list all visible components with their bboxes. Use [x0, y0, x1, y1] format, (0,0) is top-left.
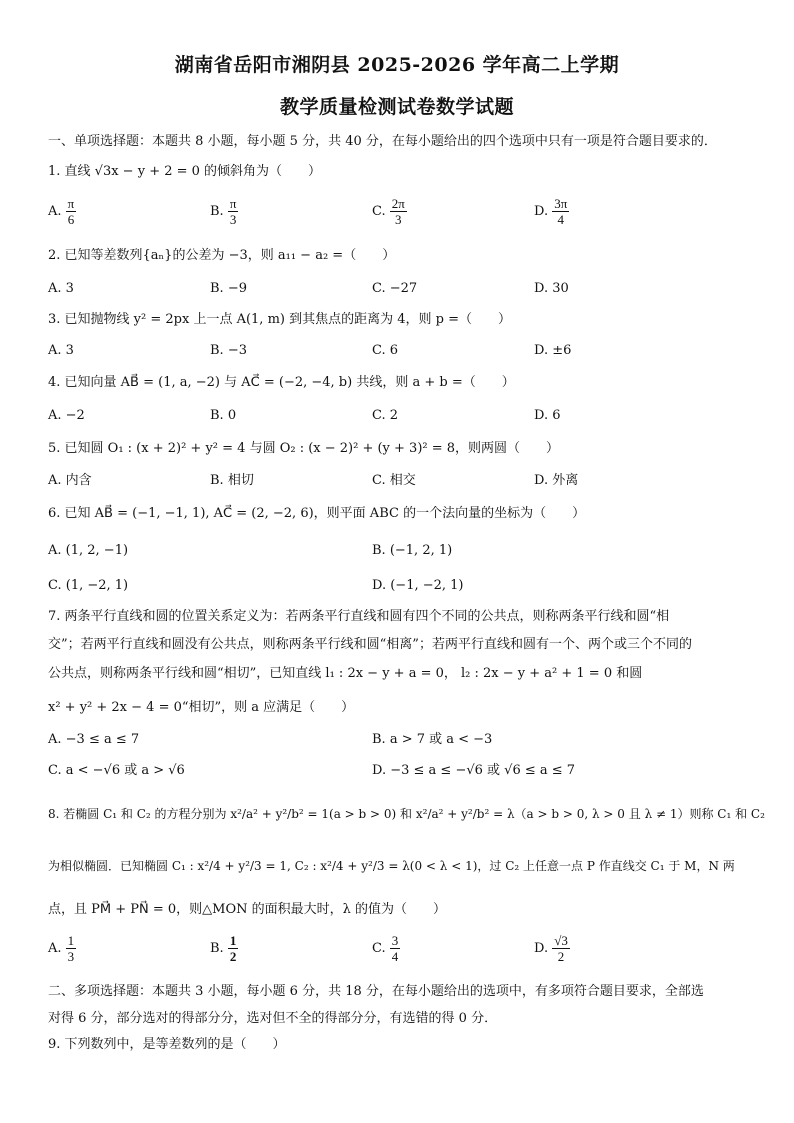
exam-title-line-1: 湖南省岳阳市湘阴县 2025-2026 学年高二上学期: [174, 54, 620, 76]
q8-stem-line-2: 为相似椭圆．已知椭圆 C₁ : x²/4 + y²/3 = 1, C₂ : x²/4 + y²/3 = λ(0 < λ < 1)，过 C₂ 上任意一点 P 作直线交 C₁ 于 M，N 两: [48, 859, 735, 873]
q6-option-d: D. (−1, −2, 1): [372, 578, 464, 593]
q8-option-d: D. $\frac{√3}{2}$: [534, 933, 568, 964]
q1-stem: 1. 直线 √3x − y + 2 = 0 的倾斜角为（ ）: [48, 164, 322, 179]
q7-option-d: D. −3 ≤ a ≤ −√6 或 √6 ≤ a ≤ 7: [372, 763, 576, 778]
section-2-heading-line-1: 二、多项选择题：本题共 3 小题，每小题 6 分，共 18 分，在每小题给出的选项中，有多项符合题目要求，全部选: [48, 984, 704, 999]
q8-stem-line-1: 8. 若椭圆 C₁ 和 C₂ 的方程分别为 x²/a² + y²/b² = 1(a > b > 0) 和 x²/a² + y²/b² = λ（a > b > 0, λ > 0 且 λ ≠ 1）则称 C₁ 和 C₂: [48, 807, 765, 821]
q1-option-b: B. $\frac{\pi}{3}$: [210, 196, 237, 227]
q2-option-d: D. 30: [534, 281, 569, 296]
q9-stem: 9. 下列数列中，是等差数列的是（ ）: [48, 1037, 286, 1052]
q2-option-b: B. −9: [210, 281, 247, 296]
q7-option-c: C. a < −√6 或 a > √6: [48, 763, 185, 778]
q8-option-b: B. $\frac{1}{2}$: [210, 933, 237, 964]
q1-option-d: D. $\frac{3\pi}{4}$: [534, 196, 568, 227]
q7-stem-line-4: x² + y² + 2x − 4 = 0“相切”，则 a 应满足（ ）: [48, 700, 355, 715]
q3-option-b: B. −3: [210, 343, 247, 358]
q7-stem-line-3: 公共点，则称两条平行线和圆“相切”，已知直线 l₁ : 2x − y + a = 0， l₂ : 2x − y + a² + 1 = 0 和圆: [48, 666, 643, 681]
q5-option-b: B. 相切: [210, 473, 254, 488]
q3-option-a: A. 3: [48, 343, 74, 358]
q4-option-d: D. 6: [534, 408, 561, 423]
q6-stem: 6. 已知 AB⃗ = (−1, −1, 1), AC⃗ = (2, −2, 6)，则平面 ABC 的一个法向量的坐标为（ ）: [48, 506, 586, 521]
q6-option-c: C. (1, −2, 1): [48, 578, 129, 593]
q8-option-a: A. $\frac{1}{3}$: [48, 933, 75, 964]
q4-option-a: A. −2: [48, 408, 85, 423]
q3-option-d: D. ±6: [534, 343, 572, 358]
q2-option-c: C. −27: [372, 281, 418, 296]
q5-option-a: A. 内含: [48, 473, 92, 488]
q1-option-a: A. $\frac{\pi}{6}$: [48, 196, 75, 227]
q5-option-c: C. 相交: [372, 473, 416, 488]
q3-stem: 3. 已知抛物线 y² = 2px 上一点 A(1, m) 到其焦点的距离为 4，则 p =（ ）: [48, 312, 511, 327]
q2-option-a: A. 3: [48, 281, 74, 296]
q6-option-b: B. (−1, 2, 1): [372, 543, 453, 558]
q7-option-a: A. −3 ≤ a ≤ 7: [48, 732, 140, 747]
q4-stem: 4. 已知向量 AB⃗ = (1, a, −2) 与 AC⃗ = (−2, −4, b) 共线，则 a + b =（ ）: [48, 375, 515, 390]
q1-option-c: C. $\frac{2\pi}{3}$: [372, 196, 405, 227]
q7-stem-line-2: 交”；若两平行直线和圆没有公共点，则称两条平行线和圆“相离”；若两平行直线和圆有一个、两个或三个不同的: [48, 637, 692, 652]
q3-option-c: C. 6: [372, 343, 399, 358]
q8-stem-line-3: 点，且 PM⃗ + PN⃗ = 0，则△MON 的面积最大时，λ 的值为（ ）: [48, 902, 446, 917]
exam-title-line-2: 教学质量检测试卷数学试题: [279, 96, 514, 118]
q8-option-c: C. $\frac{3}{4}$: [372, 933, 399, 964]
q2-stem: 2. 已知等差数列{aₙ}的公差为 −3，则 a₁₁ − a₂ =（ ）: [48, 248, 396, 263]
q6-option-a: A. (1, 2, −1): [48, 543, 129, 558]
q4-option-c: C. 2: [372, 408, 399, 423]
q7-option-b: B. a > 7 或 a < −3: [372, 732, 493, 747]
q5-stem: 5. 已知圆 O₁ : (x + 2)² + y² = 4 与圆 O₂ : (x − 2)² + (y + 3)² = 8，则两圆（ ）: [48, 441, 560, 456]
section-1-heading: 一、单项选择题：本题共 8 小题，每小题 5 分，共 40 分，在每小题给出的四个选项中只有一项是符合题目要求的．: [48, 134, 717, 149]
q5-option-d: D. 外离: [534, 473, 579, 488]
section-2-heading-line-2: 对得 6 分，部分选对的得部分分，选对但不全的得部分分，有选错的得 0 分．: [48, 1011, 498, 1026]
q7-stem-line-1: 7. 两条平行直线和圆的位置关系定义为：若两条平行直线和圆有四个不同的公共点，则称两条平行线和圆“相: [48, 609, 670, 624]
q4-option-b: B. 0: [210, 408, 237, 423]
